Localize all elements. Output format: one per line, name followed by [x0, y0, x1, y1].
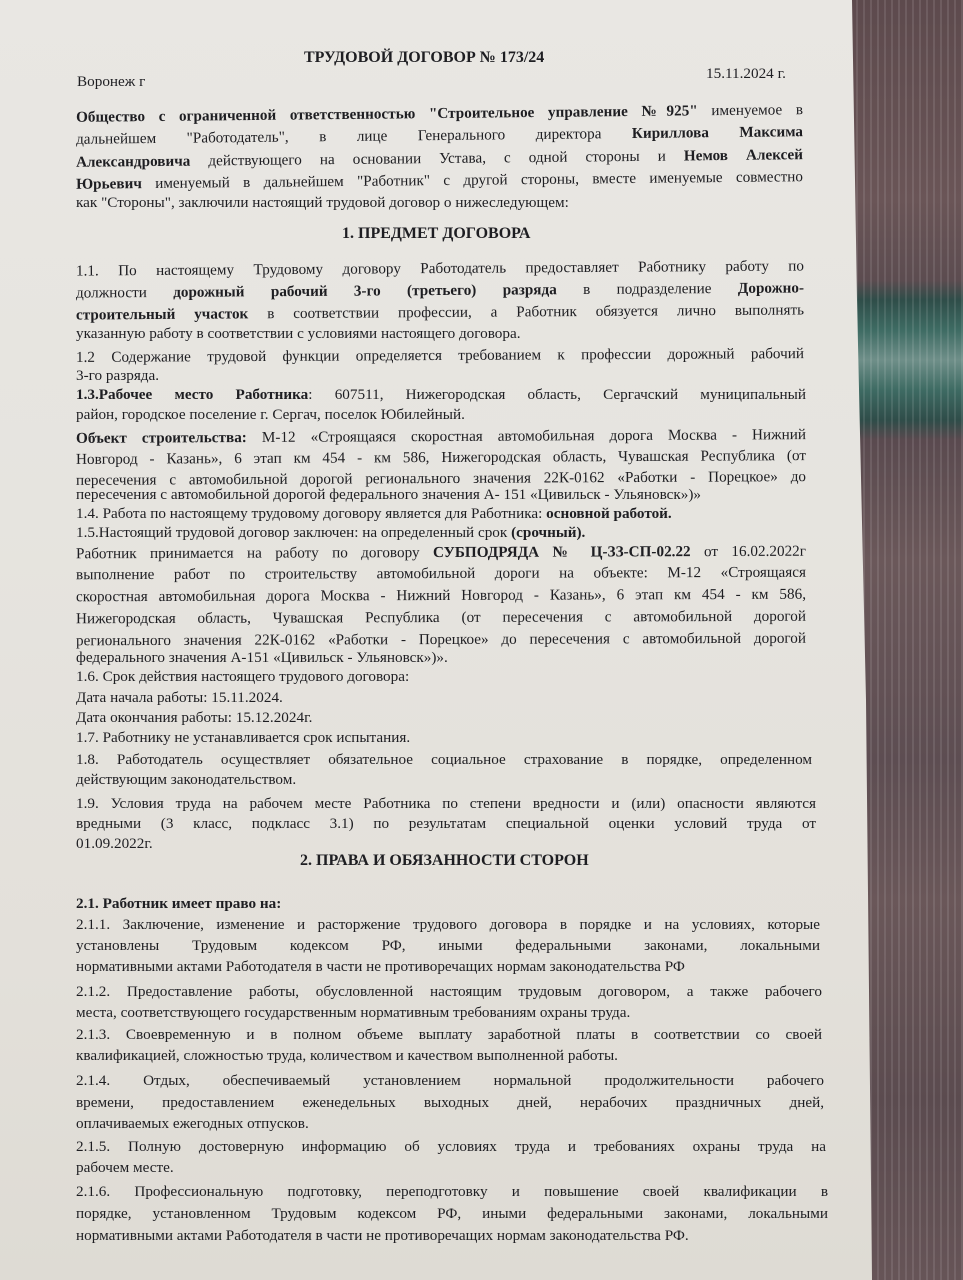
intro-line: как "Стороны", заключили настоящий трудовой договор о нижеследующем:	[76, 194, 569, 211]
clause-2-1-6: порядке, установленном Трудовым кодексом РФ, иными федеральными законами, локальными	[76, 1205, 828, 1222]
clause-1-5: Нижегородская область, Чувашская Республика (от пересечения с автомобильной дорогой	[75, 607, 807, 628]
clause-2-1-6: 2.1.6. Профессиональную подготовку, переподготовку и повышение своей квалификации в	[76, 1183, 828, 1200]
clause-1-1: указанную работу в соответствии с условиями настоящего договора.	[76, 325, 521, 342]
clause-1-5: выполнение работ по строительству автомобильной дороги на объекте: М-12 «Строящаяся	[75, 563, 807, 584]
construction-object: пересечения с автомобильной дорогой регионального значения 22К-0162 «Работки - Порецкое» до	[75, 468, 807, 489]
clause-1-5: регионального значения 22К-0162 «Работки - Порецкое» до пересечения с автомобильной дорогой	[75, 629, 807, 650]
section-heading: 1. ПРЕДМЕТ ДОГОВОРА	[342, 225, 531, 242]
section-heading: 2. ПРАВА И ОБЯЗАННОСТИ СТОРОН	[300, 852, 589, 869]
clause-2-1-4: оплачиваемых ежегодных отпусков.	[76, 1115, 309, 1132]
clause-1-1: строительный участок в соответствии профессии, а Работник обязуется лично выполнять	[75, 301, 805, 324]
clause-1-9: 1.9. Условия труда на рабочем месте Работника по степени вредности и (или) опасности являются	[76, 795, 816, 812]
start-date: Дата начала работы: 15.11.2024.	[76, 689, 283, 706]
clause-2-1-5: 2.1.5. Полную достоверную информацию об условиях труда и требованиях охраны труда на	[76, 1138, 826, 1155]
clause-1-5: Работник принимается на работу по договору СУБПОДРЯДА № Ц-ЗЗ-СП-02.22 от 16.02.2022г	[75, 542, 807, 563]
clause-2-1-3: квалификацией, сложностью труда, количеством и качеством выполненной работы.	[76, 1047, 618, 1064]
clause-1-4: 1.4. Работа по настоящему трудовому договору является для Работника: основной работой.	[76, 505, 672, 522]
clause-2-1-6: нормативными актами Работодателя в части не противоречащих нормам законодательства РФ.	[76, 1227, 689, 1244]
intro-line: дальнейшем "Работодатель", в лице Генерального директора Кириллова Максима	[75, 123, 804, 148]
clause-1-5: скоростная автомобильная дорога Москва - Нижний Новгород - Казань», 6 этап км 454 - км 586,	[75, 585, 807, 606]
clause-1-3: 1.3.Рабочее место Работника: 607511, Нижегородская область, Сергачский муниципальный	[76, 386, 806, 403]
clause-1-1: должности дорожный рабочий 3-го (третьего) разряда в подразделение Дорожно-	[75, 279, 805, 302]
clause-1-6: 1.6. Срок действия настоящего трудового договора:	[76, 668, 410, 685]
construction-object: Объект строительства: М-12 «Строящаяся скоростная автомобильная дорога Москва - Нижний	[75, 426, 807, 447]
clause-2-1-1: 2.1.1. Заключение, изменение и расторжение трудового договора в порядке и на условиях, которые	[76, 916, 820, 933]
clause-2-1: 2.1. Работник имеет право на:	[76, 895, 282, 912]
end-date: Дата окончания работы: 15.12.2024г.	[76, 709, 313, 726]
clause-1-9: 01.09.2022г.	[76, 835, 153, 852]
clause-1-8: действующим законодательством.	[76, 771, 297, 788]
clause-2-1-3: 2.1.3. Своевременную и в полном объеме выплату заработной платы в соответствии со своей	[76, 1026, 822, 1043]
clause-1-2: 3-го разряда.	[76, 367, 160, 384]
construction-object: пересечения с автомобильной дорогой федерального значения А- 151 «Цивильск - Ульяновск»)»	[76, 486, 702, 503]
clause-1-5: федерального значения А-151 «Цивильск - Ульяновск»)».	[76, 649, 448, 666]
clause-2-1-2: 2.1.2. Предоставление работы, обусловленной настоящим трудовым договором, а также рабочего	[76, 983, 822, 1000]
clause-2-1-5: рабочем месте.	[76, 1159, 174, 1176]
city: Воронеж г	[77, 73, 146, 90]
clause-2-1-4: времени, предоставлением еженедельных выходных дней, нерабочих праздничных дней,	[76, 1094, 824, 1111]
construction-object: Новгород - Казань», 6 этап км 454 - км 586, Нижегородская область, Чувашская Республика (от	[75, 447, 807, 468]
clause-1-2: 1.2 Содержание трудовой функции определяется требованием к профессии дорожный рабочий	[75, 345, 805, 366]
clause-1-5: 1.5.Настоящий трудовой договор заключен: на определенный срок (срочный).	[76, 524, 586, 541]
clause-2-1-1: нормативными актами Работодателя в части не противоречащих нормам законодательства РФ	[76, 958, 685, 975]
intro-line: Общество с ограниченной ответственностью "Строительное управление №925" именуемое в	[75, 101, 804, 126]
clause-1-8: 1.8. Работодатель осуществляет обязательное социальное страхование в порядке, определенном	[76, 751, 812, 768]
clause-2-1-1: установлены Трудовым кодексом РФ, иными федеральными законами, локальными	[76, 937, 820, 954]
clause-1-1: 1.1. По настоящему Трудовому договору Работодатель предоставляет Работнику работу по	[75, 257, 805, 280]
intro-line: Юрьевич именуемый в дальнейшем "Работник" с другой стороны, вместе именуемые совместно	[75, 168, 804, 193]
contract-date: 15.11.2024 г.	[706, 65, 786, 82]
clause-1-3: район, городское поселение г. Сергач, поселок Юбилейный.	[76, 406, 465, 423]
document-title: ТРУДОВОЙ ДОГОВОР № 173/24	[304, 49, 545, 66]
clause-1-7: 1.7. Работнику не устанавливается срок испытания.	[76, 729, 411, 746]
clause-1-9: вредными (3 класс, подкласс 3.1) по результатам специальной оценки условий труда от	[76, 815, 816, 832]
clause-2-1-4: 2.1.4. Отдых, обеспечиваемый установлением нормальной продолжительности рабочего	[76, 1072, 824, 1089]
intro-line: Александровича действующего на основании Устава, с одной стороны и Немов Алексей	[75, 146, 804, 171]
clause-2-1-2: места, соответствующего государственным нормативным требованиям охраны труда.	[76, 1004, 631, 1021]
